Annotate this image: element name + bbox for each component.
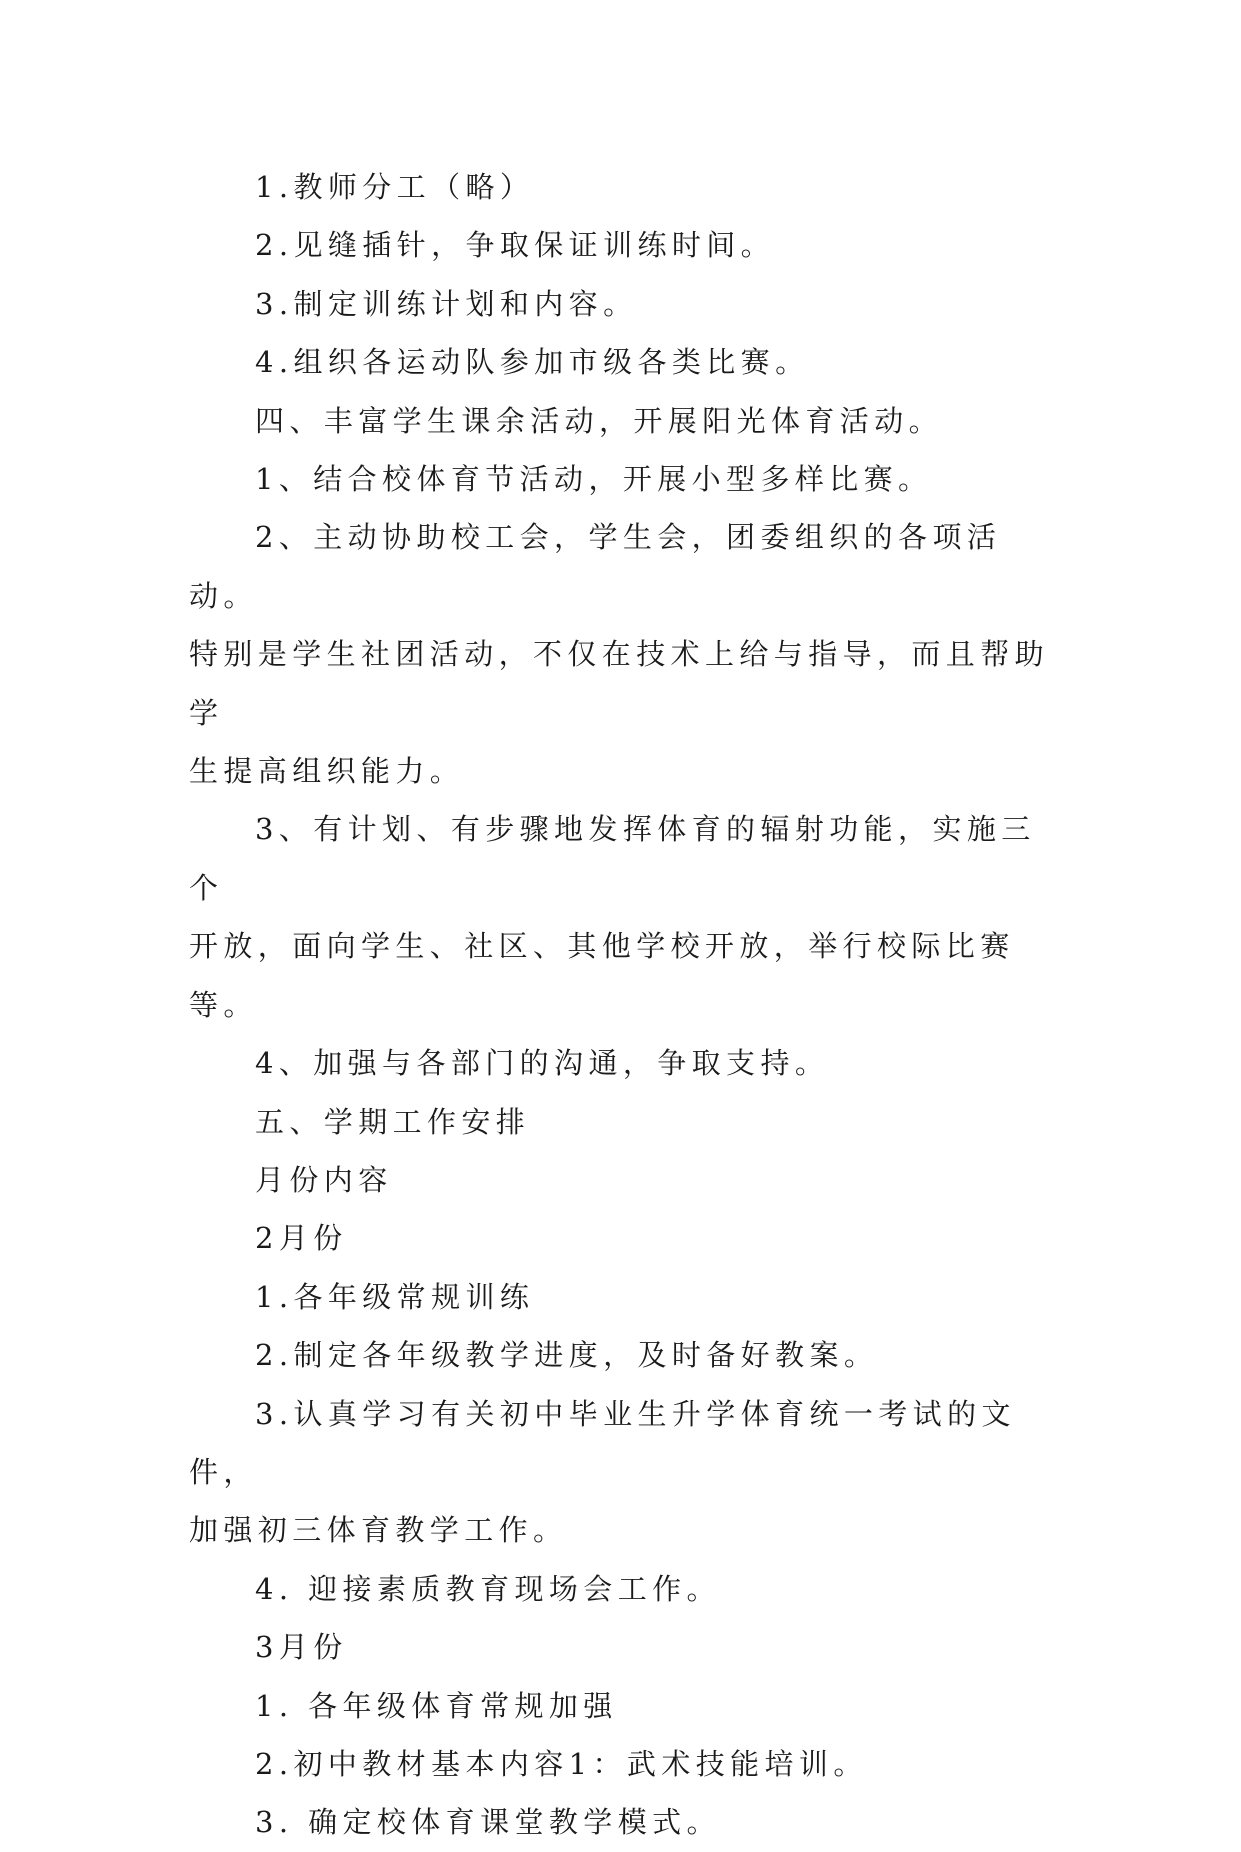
paragraph xyxy=(189,216,1069,274)
paragraph xyxy=(189,1560,1069,1618)
paragraph xyxy=(189,158,1069,216)
text-line: 1.各年级常规训练 xyxy=(255,1279,535,1314)
paragraph xyxy=(189,1268,1069,1326)
text-line: 3. 确定校体育课堂教学模式。 xyxy=(255,1805,721,1840)
paragraph xyxy=(189,1385,1069,1502)
month-label xyxy=(189,1209,1069,1267)
month-label xyxy=(189,1618,1069,1676)
text-line: 1、结合校体育节活动，开展小型多样比赛。 xyxy=(255,462,933,497)
text-line: 4.组织各运动队参加市级各类比赛。 xyxy=(255,345,810,380)
text-line: 2.制定各年级教学进度，及时备好教案。 xyxy=(255,1338,879,1373)
text-line: 生提高组织能力。 xyxy=(189,754,465,789)
section-heading xyxy=(189,1093,1069,1151)
text-line: 4. 迎接素质教育现场会工作。 xyxy=(255,1571,721,1606)
text-line: 1. 各年级体育常规加强 xyxy=(255,1688,618,1723)
text-line: 2、主动协助校工会，学生会，团委组织的各项活动。 xyxy=(189,520,1002,613)
paragraph xyxy=(189,1735,1069,1793)
text-line: 3.认真学习有关初中毕业生升学体育统一考试的文件， xyxy=(189,1396,1016,1489)
text-line: 3.制定训练计划和内容。 xyxy=(255,286,638,321)
text-line: 开放，面向学生、社区、其他学校开放，举行校际比赛等。 xyxy=(189,929,1015,1022)
text-line: 加强初三体育教学工作。 xyxy=(189,1513,568,1548)
text-line: 2.初中教材基本内容1：武术技能培训。 xyxy=(255,1746,868,1781)
paragraph xyxy=(189,333,1069,391)
paragraph xyxy=(189,1326,1069,1384)
paragraph-continuation xyxy=(189,625,1069,800)
document-body xyxy=(189,158,1069,1852)
paragraph xyxy=(189,1151,1069,1209)
paragraph xyxy=(189,508,1069,625)
paragraph xyxy=(189,275,1069,333)
paragraph xyxy=(189,1793,1069,1851)
text-line: 特别是学生社团活动，不仅在技术上给与指导，而且帮助学 xyxy=(189,637,1050,730)
text-line: 1.教师分工（略） xyxy=(255,170,535,204)
paragraph xyxy=(189,1034,1069,1092)
text-line: 3、有计划、有步骤地发挥体育的辐射功能，实施三个 xyxy=(189,812,1036,905)
text-line: 3月份 xyxy=(255,1630,348,1665)
text-line: 2月份 xyxy=(255,1221,348,1256)
paragraph xyxy=(189,450,1069,508)
paragraph xyxy=(189,1677,1069,1735)
section-heading xyxy=(189,392,1069,450)
paragraph-continuation xyxy=(189,917,1069,1034)
paragraph xyxy=(189,800,1069,917)
text-line: 五、学期工作安排 xyxy=(255,1104,531,1139)
paragraph-continuation xyxy=(189,1501,1069,1559)
text-line: 2.见缝插针，争取保证训练时间。 xyxy=(255,228,776,263)
text-line: 4、加强与各部门的沟通，争取支持。 xyxy=(255,1046,830,1081)
text-line: 四、丰富学生课余活动，开展阳光体育活动。 xyxy=(255,403,944,438)
text-line: 月份内容 xyxy=(255,1162,393,1197)
